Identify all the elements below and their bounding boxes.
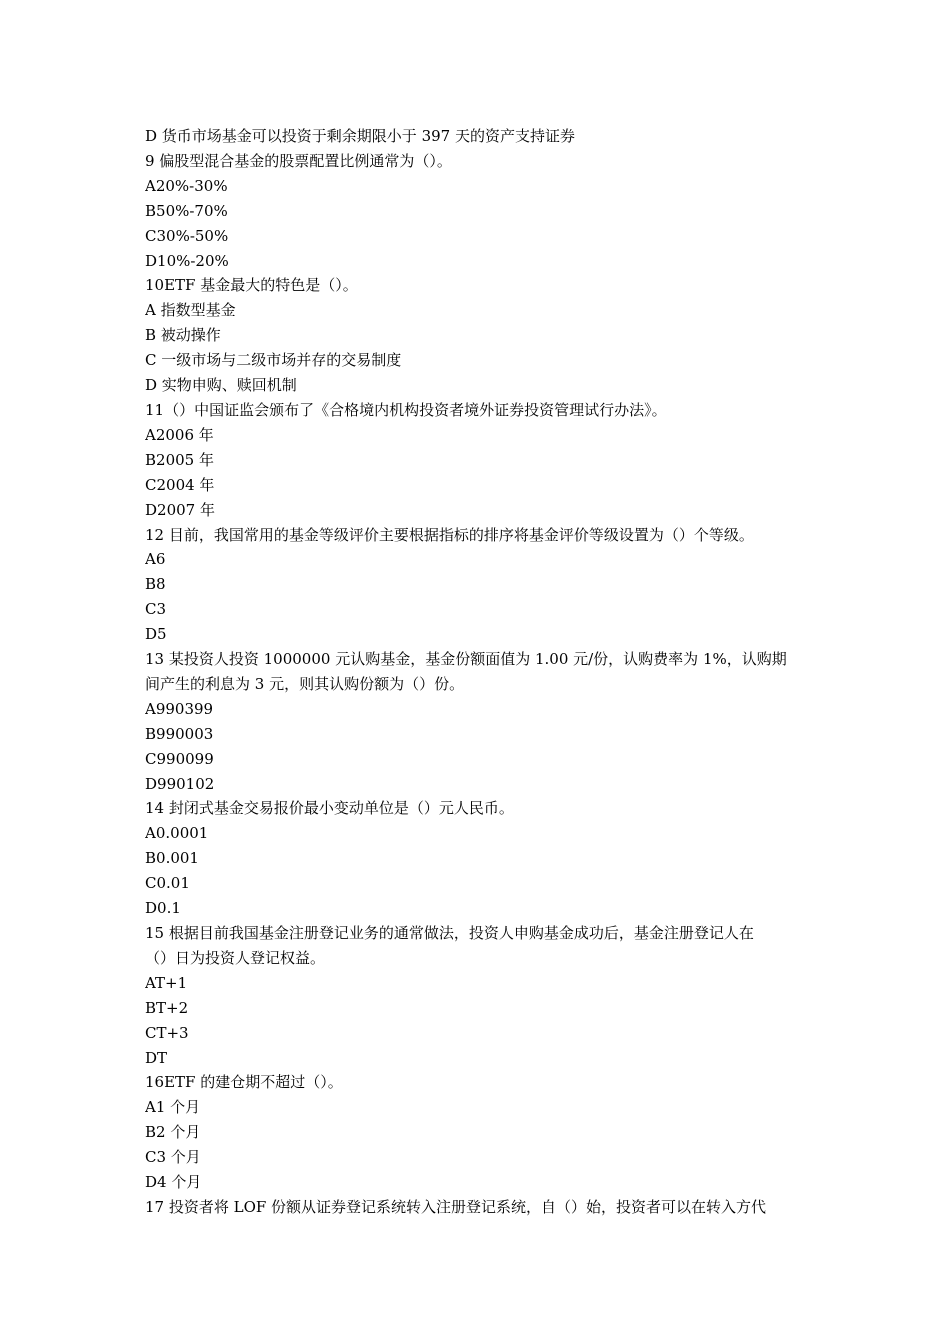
option-line: D5 bbox=[145, 625, 167, 644]
option-line: C990099 bbox=[145, 749, 214, 768]
question-line-continued: 间产生的利息为 3 元，则其认购份额为（）份。 bbox=[145, 674, 465, 693]
question-line: 14 封闭式基金交易报价最小变动单位是（）元人民币。 bbox=[145, 799, 514, 818]
option-line: D 实物申购、赎回机制 bbox=[145, 376, 297, 395]
option-line: AT+1 bbox=[145, 973, 188, 992]
question-line: 12 目前，我国常用的基金等级评价主要根据指标的排序将基金评价等级设置为（）个等级。 bbox=[145, 525, 754, 544]
option-line: C 一级市场与二级市场并存的交易制度 bbox=[145, 351, 402, 370]
option-line: D2007 年 bbox=[145, 500, 215, 519]
question-line: 9 偏股型混合基金的股票配置比例通常为（）。 bbox=[145, 151, 452, 170]
question-line: 13 某投资人投资 1000000 元认购基金，基金份额面值为 1.00 元/份，认购费率为 1%，认购期 bbox=[145, 650, 787, 669]
option-line: C30%-50% bbox=[145, 226, 229, 245]
option-line: B 被动操作 bbox=[145, 326, 221, 345]
question-line: 16ETF 的建仓期不超过（）。 bbox=[145, 1073, 343, 1092]
option-line: D 货币市场基金可以投资于剩余期限小于 397 天的资产支持证券 bbox=[145, 127, 575, 145]
option-line: A1 个月 bbox=[145, 1098, 201, 1117]
question-line: 15 根据目前我国基金注册登记业务的通常做法，投资人申购基金成功后，基金注册登记人在 bbox=[145, 924, 754, 942]
option-line: A2006 年 bbox=[145, 425, 214, 444]
option-line: B990003 bbox=[145, 724, 214, 743]
question-line: 10ETF 基金最大的特色是（）。 bbox=[145, 276, 358, 295]
option-line: D0.1 bbox=[145, 899, 181, 918]
option-line: B0.001 bbox=[145, 849, 199, 868]
question-line: 17 投资者将 LOF 份额从证券登记系统转入注册登记系统，自（）始，投资者可以在转入方代 bbox=[145, 1197, 767, 1216]
question-line-continued: （）日为投资人登记权益。 bbox=[145, 948, 326, 967]
question-line: 11（）中国证监会颁布了《合格境内机构投资者境外证券投资管理试行办法》。 bbox=[145, 400, 667, 419]
option-line: D10%-20% bbox=[145, 251, 229, 270]
option-line: A6 bbox=[145, 550, 166, 569]
option-line: D4 个月 bbox=[145, 1173, 202, 1192]
option-line: C3 bbox=[145, 600, 167, 619]
option-line: A990399 bbox=[145, 699, 214, 718]
option-line: C2004 年 bbox=[145, 475, 215, 494]
option-line: B2 个月 bbox=[145, 1123, 201, 1142]
option-line: BT+2 bbox=[145, 998, 189, 1017]
option-line: A 指数型基金 bbox=[145, 301, 236, 320]
option-line: CT+3 bbox=[145, 1023, 189, 1042]
document-body bbox=[145, 124, 810, 1220]
option-line: C3 个月 bbox=[145, 1148, 201, 1167]
option-line: A20%-30% bbox=[145, 176, 228, 195]
option-line: B50%-70% bbox=[145, 201, 228, 220]
option-line: A0.0001 bbox=[145, 824, 209, 843]
option-line: B8 bbox=[145, 575, 166, 594]
option-line: B2005 年 bbox=[145, 450, 214, 469]
option-line: DT bbox=[145, 1048, 168, 1067]
option-line: C0.01 bbox=[145, 874, 190, 893]
option-line: D990102 bbox=[145, 774, 215, 793]
